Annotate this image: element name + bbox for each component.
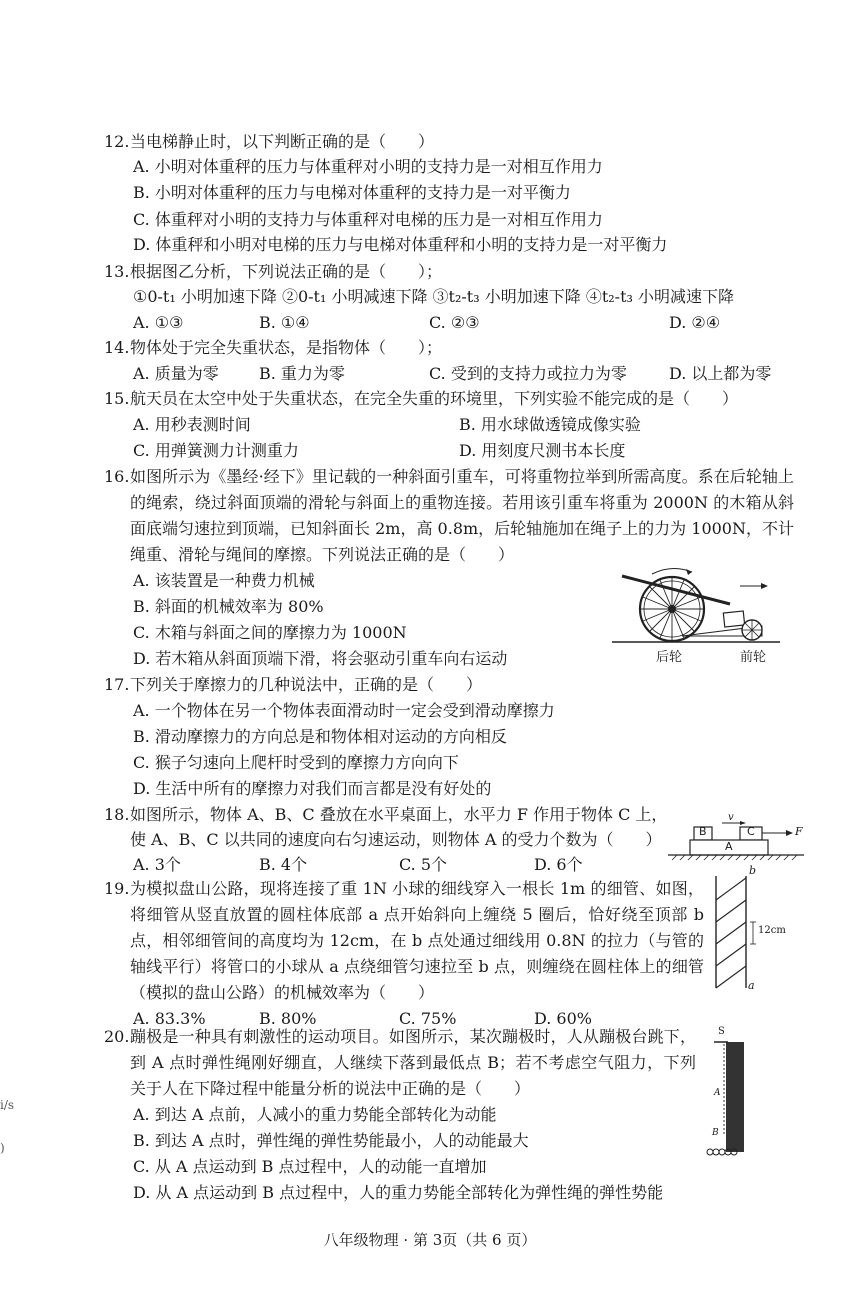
question-number: 13. bbox=[104, 262, 130, 281]
option-c: C. 75% bbox=[399, 1009, 457, 1028]
question-number: 20. bbox=[104, 1027, 130, 1046]
option-c: C. 猴子匀速向上爬杆时受到的摩擦力方向向下 bbox=[133, 753, 459, 772]
block-b-label: B bbox=[699, 825, 707, 838]
point-b-label: b bbox=[749, 864, 757, 877]
option-a: A. ①③ bbox=[133, 313, 184, 332]
point-a-label: A bbox=[714, 1088, 721, 1098]
option-d: D. 以上都为零 bbox=[669, 364, 772, 383]
question-number: 15. bbox=[104, 389, 130, 408]
edge-mark: i/s bbox=[0, 1098, 15, 1112]
question-stem: 当电梯静止时，以下判断正确的是（ ） bbox=[130, 132, 435, 151]
question-number: 17. bbox=[104, 675, 130, 694]
option-a: A. 用秒表测时间 bbox=[133, 415, 251, 434]
option-a: A. 一个物体在另一个物体表面滑动时一定会受到滑动摩擦力 bbox=[133, 701, 555, 720]
point-b-label: B bbox=[712, 1128, 719, 1138]
question-number: 14. bbox=[104, 338, 130, 357]
block-a-label: A bbox=[725, 840, 733, 853]
question-stem: 下列关于摩擦力的几种说法中，正确的是（ ） bbox=[130, 675, 483, 694]
stacked-blocks-drawing bbox=[668, 820, 808, 862]
point-s-label: S bbox=[718, 1026, 725, 1037]
stacked-blocks-figure bbox=[668, 812, 808, 862]
option-b: B. 重力为零 bbox=[259, 364, 345, 383]
question-stem: 如图所示，物体 A、B、C 叠放在水平桌面上，水平力 F 作用于物体 C 上，使 A、B、C 以共同的速度向右匀速运动，则物体 A 的受力个数为（ ） bbox=[130, 805, 668, 849]
coiled-tube-figure bbox=[700, 866, 790, 996]
option-d: D. 体重秤和小明对电梯的压力与电梯对体重秤和小明的支持力是一对平衡力 bbox=[133, 235, 668, 254]
option-d: D. 6个 bbox=[534, 855, 583, 874]
front-wheel-label: 前轮 bbox=[740, 650, 767, 665]
option-a: A. 该装置是一种费力机械 bbox=[133, 571, 315, 590]
velocity-label: v bbox=[728, 812, 734, 823]
option-d: D. 若木箱从斜面顶端下滑，将会驱动引重车向右运动 bbox=[133, 649, 508, 668]
option-a: A. 质量为零 bbox=[133, 364, 219, 383]
bungee-figure bbox=[702, 1026, 762, 1162]
point-a-label: a bbox=[748, 979, 755, 992]
option-a: A. 83.3% bbox=[133, 1009, 206, 1028]
question-number: 16. bbox=[104, 467, 130, 486]
option-d: D. 60% bbox=[534, 1009, 592, 1028]
option-c: C. 用弹簧测力计测重力 bbox=[133, 441, 299, 460]
option-b: B. 用水球做透镜成像实验 bbox=[459, 415, 641, 434]
option-d: D. 用刻度尺测书本长度 bbox=[459, 441, 626, 460]
question-stem: 物体处于完全失重状态，是指物体（ ）； bbox=[130, 338, 443, 357]
question-number: 12. bbox=[104, 132, 130, 151]
rear-wheel-label: 后轮 bbox=[656, 650, 683, 665]
block-c-label: C bbox=[747, 825, 755, 838]
option-c: C. 从 A 点运动到 B 点过程中，人的动能一直增加 bbox=[133, 1157, 487, 1176]
option-b: B. 滑动摩擦力的方向总是和物体相对运动的方向相反 bbox=[133, 727, 507, 746]
question-number: 19. bbox=[104, 879, 130, 898]
option-a: A. 3个 bbox=[133, 855, 181, 874]
question-stem: 航天员在太空中处于失重状态，在完全失重的环境里，下列实验不能完成的是（ ） bbox=[130, 389, 739, 408]
option-c: C. 体重秤对小明的支持力与体重秤对电梯的压力是一对相互作用力 bbox=[133, 210, 603, 229]
option-c: C. 受到的支持力或拉力为零 bbox=[429, 364, 627, 383]
option-b: B. 80% bbox=[259, 1009, 317, 1028]
option-a: A. 小明对体重秤的压力与体重秤对小明的支持力是一对相互作用力 bbox=[133, 157, 603, 176]
spacing-12cm-label: 12cm bbox=[758, 925, 786, 936]
option-d: D. 从 A 点运动到 B 点过程中，人的重力势能全部转化为弹性绳的弹性势能 bbox=[133, 1183, 664, 1202]
option-c: C. 木箱与斜面之间的摩擦力为 1000N bbox=[133, 623, 407, 642]
option-b: B. 斜面的机械效率为 80% bbox=[133, 597, 324, 616]
option-d: D. ②④ bbox=[669, 313, 721, 332]
option-b: B. 到达 A 点时，弹性绳的弹性势能最小，人的动能最大 bbox=[133, 1131, 529, 1150]
edge-mark: ) bbox=[0, 1141, 5, 1155]
bungee-drawing bbox=[702, 1032, 762, 1162]
page-footer: 八年级物理 · 第 3页（共 6 页） bbox=[323, 1231, 537, 1249]
option-b: B. 4个 bbox=[259, 855, 308, 874]
option-b: B. 小明对体重秤的压力与电梯对体重秤的支持力是一对平衡力 bbox=[133, 183, 571, 202]
question-stem: 蹦极是一种具有刺激性的运动项目。如图所示，某次蹦极时，人从蹦极台跳下，到 A 点时弹性绳刚好绷直，人继续下落到最低点 B；若不考虑空气阻力，下列关于人在下降过程中能量分析的说法中正确的是（ ） bbox=[130, 1027, 696, 1098]
question-stem: 根据图乙分析，下列说法正确的是（ ）； bbox=[130, 262, 443, 281]
option-d: D. 生活中所有的摩擦力对我们而言都是没有好处的 bbox=[133, 779, 492, 798]
incline-cart-figure bbox=[612, 564, 782, 668]
option-c: C. 5个 bbox=[399, 855, 448, 874]
question-stem: 为模拟盘山公路，现将连接了重 1N 小球的细线穿入一根长 1m 的细管、如图，将细管从竖直放置的圆柱体底部 a 点开始斜向上缠绕 5 圈后，恰好绕至顶部 b 点，相邻细管间的高度均为 12cm，在 b 点处通过细线用 0.8N 的拉力（与管的轴线平行）将管口的小球从 a 点绕细管匀速拉至 b 点，则缠绕在圆柱体上的细管（模拟的盘山公路）的机械效率为（ ） bbox=[130, 879, 704, 1002]
question-number: 18. bbox=[104, 805, 130, 824]
option-c: C. ②③ bbox=[429, 313, 480, 332]
question-stem: 如图所示为《墨经·经下》里记载的一种斜面引重车，可将重物拉举到所需高度。系在后轮轴上的绳索，绕过斜面顶端的滑轮与斜面上的重物连接。若用该引重车将重为 2000N 的木箱从斜面底端匀速拉到顶端，已知斜面长 2m，高 0.8m，后轮轴施加在绳子上的力为 1000N，不计绳重、滑轮与绳间的摩擦。下列说法正确的是（ ） bbox=[130, 467, 794, 564]
option-b: B. ①④ bbox=[259, 313, 310, 332]
option-a: A. 到达 A 点前，人减小的重力势能全部转化为动能 bbox=[133, 1105, 497, 1124]
force-f-label: F bbox=[795, 825, 803, 838]
question-sub-statements: ①0-t₁ 小明加速下降 ②0-t₁ 小明减速下降 ③t₂-t₃ 小明加速下降 ④t₂-t₃ 小明减速下降 bbox=[133, 287, 734, 306]
